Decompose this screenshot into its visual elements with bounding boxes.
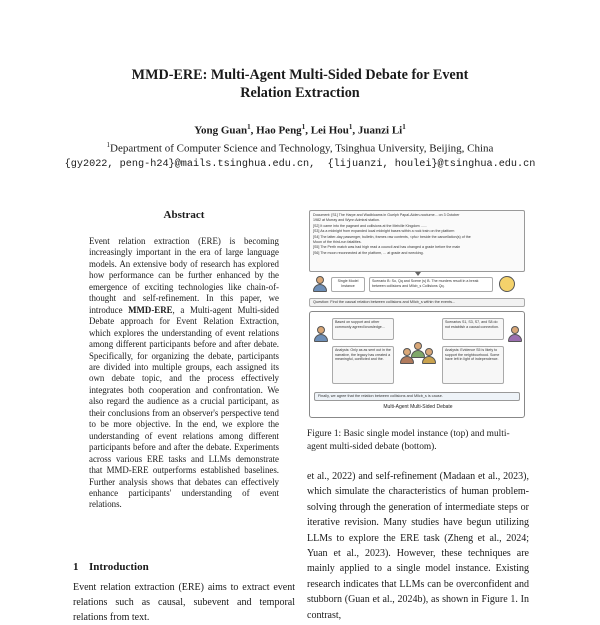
abstract-heading: Abstract — [163, 209, 205, 221]
debate-panel — [309, 311, 525, 418]
figure-question: Question: Find the causal relation between collisions and Mllcb_s within the events... — [309, 298, 525, 307]
affiliation-sup: 1 — [106, 141, 111, 149]
right-argument-bubble: Scenarios S1, S3, S7, and S8 do not establish a causal connection. — [442, 318, 504, 340]
person-icon — [314, 326, 328, 342]
figure-1 — [309, 210, 527, 420]
final-agreement: Finally, we agree that the relation between collisions and Mllcb_s is cause. — [314, 392, 520, 401]
author-sup: 1 — [402, 123, 406, 131]
doc-line: [S2] It came into the pageant and collisions at the Melville Kingdom ...... — [313, 223, 427, 228]
author-separator: , — [250, 124, 257, 137]
abstract-part1: Event relation extraction (ERE) is becoming increasingly important in the era of large language models. An extensive body of research has explored how performance can be further enhanced by the emergence of exciting technologies like chain-of-thought and self-refinement. In this paper, we introduce — [89, 236, 279, 315]
doc-line: [S3] As a midnight from expanded local midnight bases within a rock train on the platform — [313, 229, 455, 234]
author-sup: 1 — [301, 123, 306, 131]
doc-line: [S4] The latter-day passenger, bulletin, frames raw contents, <pfu> beside the cancellation(s) of the — [313, 234, 471, 239]
figure-caption: Figure 1: Basic single model instance (top) and multi-agent multi-sided debate (bottom). — [307, 429, 510, 452]
doc-line: Moon of the third-run fatalities. — [313, 240, 362, 245]
paper-title — [60, 66, 540, 102]
paper-title-line1: MMD-ERE: Multi-Agent Multi-Sided Debate for Event — [131, 67, 469, 83]
left-argument-bubble: Based on support and other commonly agreed knowledge... — [332, 318, 394, 340]
figure-document-box — [309, 210, 525, 272]
paper-title-line2: Relation Extraction — [240, 85, 360, 101]
abstract-part2: , a Multi-agent Multi-sided Debate approach for Event Relation Extraction, which explores the understanding of event relations among different participants before and after debate. Specifically, for organizing the debate, participants are divided into multiple groups, each assigned its own debate topic, and the process effectively integrates both cooperation and confrontation. We also regard the audience as a crucial participant, as their conclusions from an observer's perspective tend to be more objective. In the end, we explore the understanding of event relations among different participants before and after the debate. Experiments across various ERE tasks and LLMs demonstrate that MMD-ERE outperforms established baselines. Further analysis shows that debates can effectively enhance participants' understanding of event relations. — [89, 304, 279, 510]
affiliation: Department of Computer Science and Technology, Tsinghua University, Beijing, China — [110, 142, 494, 155]
author-name: Juanzi Li — [357, 124, 403, 137]
single-model-row — [309, 276, 525, 293]
single-model-answer: Scenario B: So, Qq and Scene (s) B. The murders result in a break between collisions and Mllcb_s Collisions Qq. — [369, 277, 493, 292]
person-icon — [313, 276, 327, 292]
author-separator: , — [352, 124, 358, 137]
doc-line: [S6] The moon reconnected at the platform, ... at grade and wrecking. — [313, 250, 424, 255]
audience-group-icon — [400, 340, 436, 370]
debate-label: Multi-Agent Multi-Sided Debate — [383, 404, 453, 410]
right-analysis-bubble: Analysis: Evidence S5 is likely to support the neighbourhood. Some have left in light of independence. — [442, 346, 504, 384]
robot-face-icon — [499, 276, 515, 292]
right-column-text: et al., 2022) and self-refinement (Madaan et al., 2023), which simulate the characteristics of human problem-solving through the generation of intermediate steps or iterative revision. Many studies have begun utilizing LLMs to explore the ERE task (Zheng et al., 2024; Yuan et al., 2023). However, these techniques are mainly applied to a single model instance. Existing research indicates that LLMs can be overconfident and stubborn (Guan et al., 2024b), as shown in Figure 1. In contrast, — [307, 471, 529, 621]
section-heading — [73, 561, 149, 573]
author-separator: , — [305, 124, 311, 137]
doc-line: 1982 at Murray and Wynn Admiral station. — [313, 218, 380, 223]
author-sup: 1 — [348, 123, 353, 131]
method-name: MMD-ERE — [128, 304, 173, 315]
author-sup: 1 — [247, 123, 251, 131]
doc-line: [S5] The Perth match was had high read a council and has changed a grade before the main — [313, 245, 461, 250]
single-model-label: Single Model Instance — [331, 277, 365, 292]
author-name: Yong Guan — [194, 124, 248, 137]
email-link[interactable]: {gy2022, peng-h24}@mails.tsinghua.edu.cn, — [64, 158, 316, 170]
section-number: 1 — [73, 561, 79, 573]
email-link[interactable]: {lijuanzi, houlei}@tsinghua.edu.cn — [327, 158, 536, 170]
author-name: Hao Peng — [256, 124, 302, 137]
author-list — [40, 123, 560, 137]
affiliation-block — [40, 138, 560, 172]
person-icon — [508, 326, 522, 342]
abstract-text — [89, 236, 279, 511]
doc-line: Document: [S1] The Harpe and Wadbloams in Guelph Papal-Aiden-nocturne... on 3 October — [313, 213, 460, 217]
left-analysis-bubble: Analysis: Only as as sent out in the narrative, the legacy has created a meaningful, conflicted and the. — [332, 346, 394, 384]
section-title: Introduction — [89, 561, 149, 573]
author-name: Lei Hou — [310, 124, 349, 137]
intro-text: Event relation extraction (ERE) aims to extract event relations such as causal, subevent and temporal relations from text. — [73, 582, 295, 623]
